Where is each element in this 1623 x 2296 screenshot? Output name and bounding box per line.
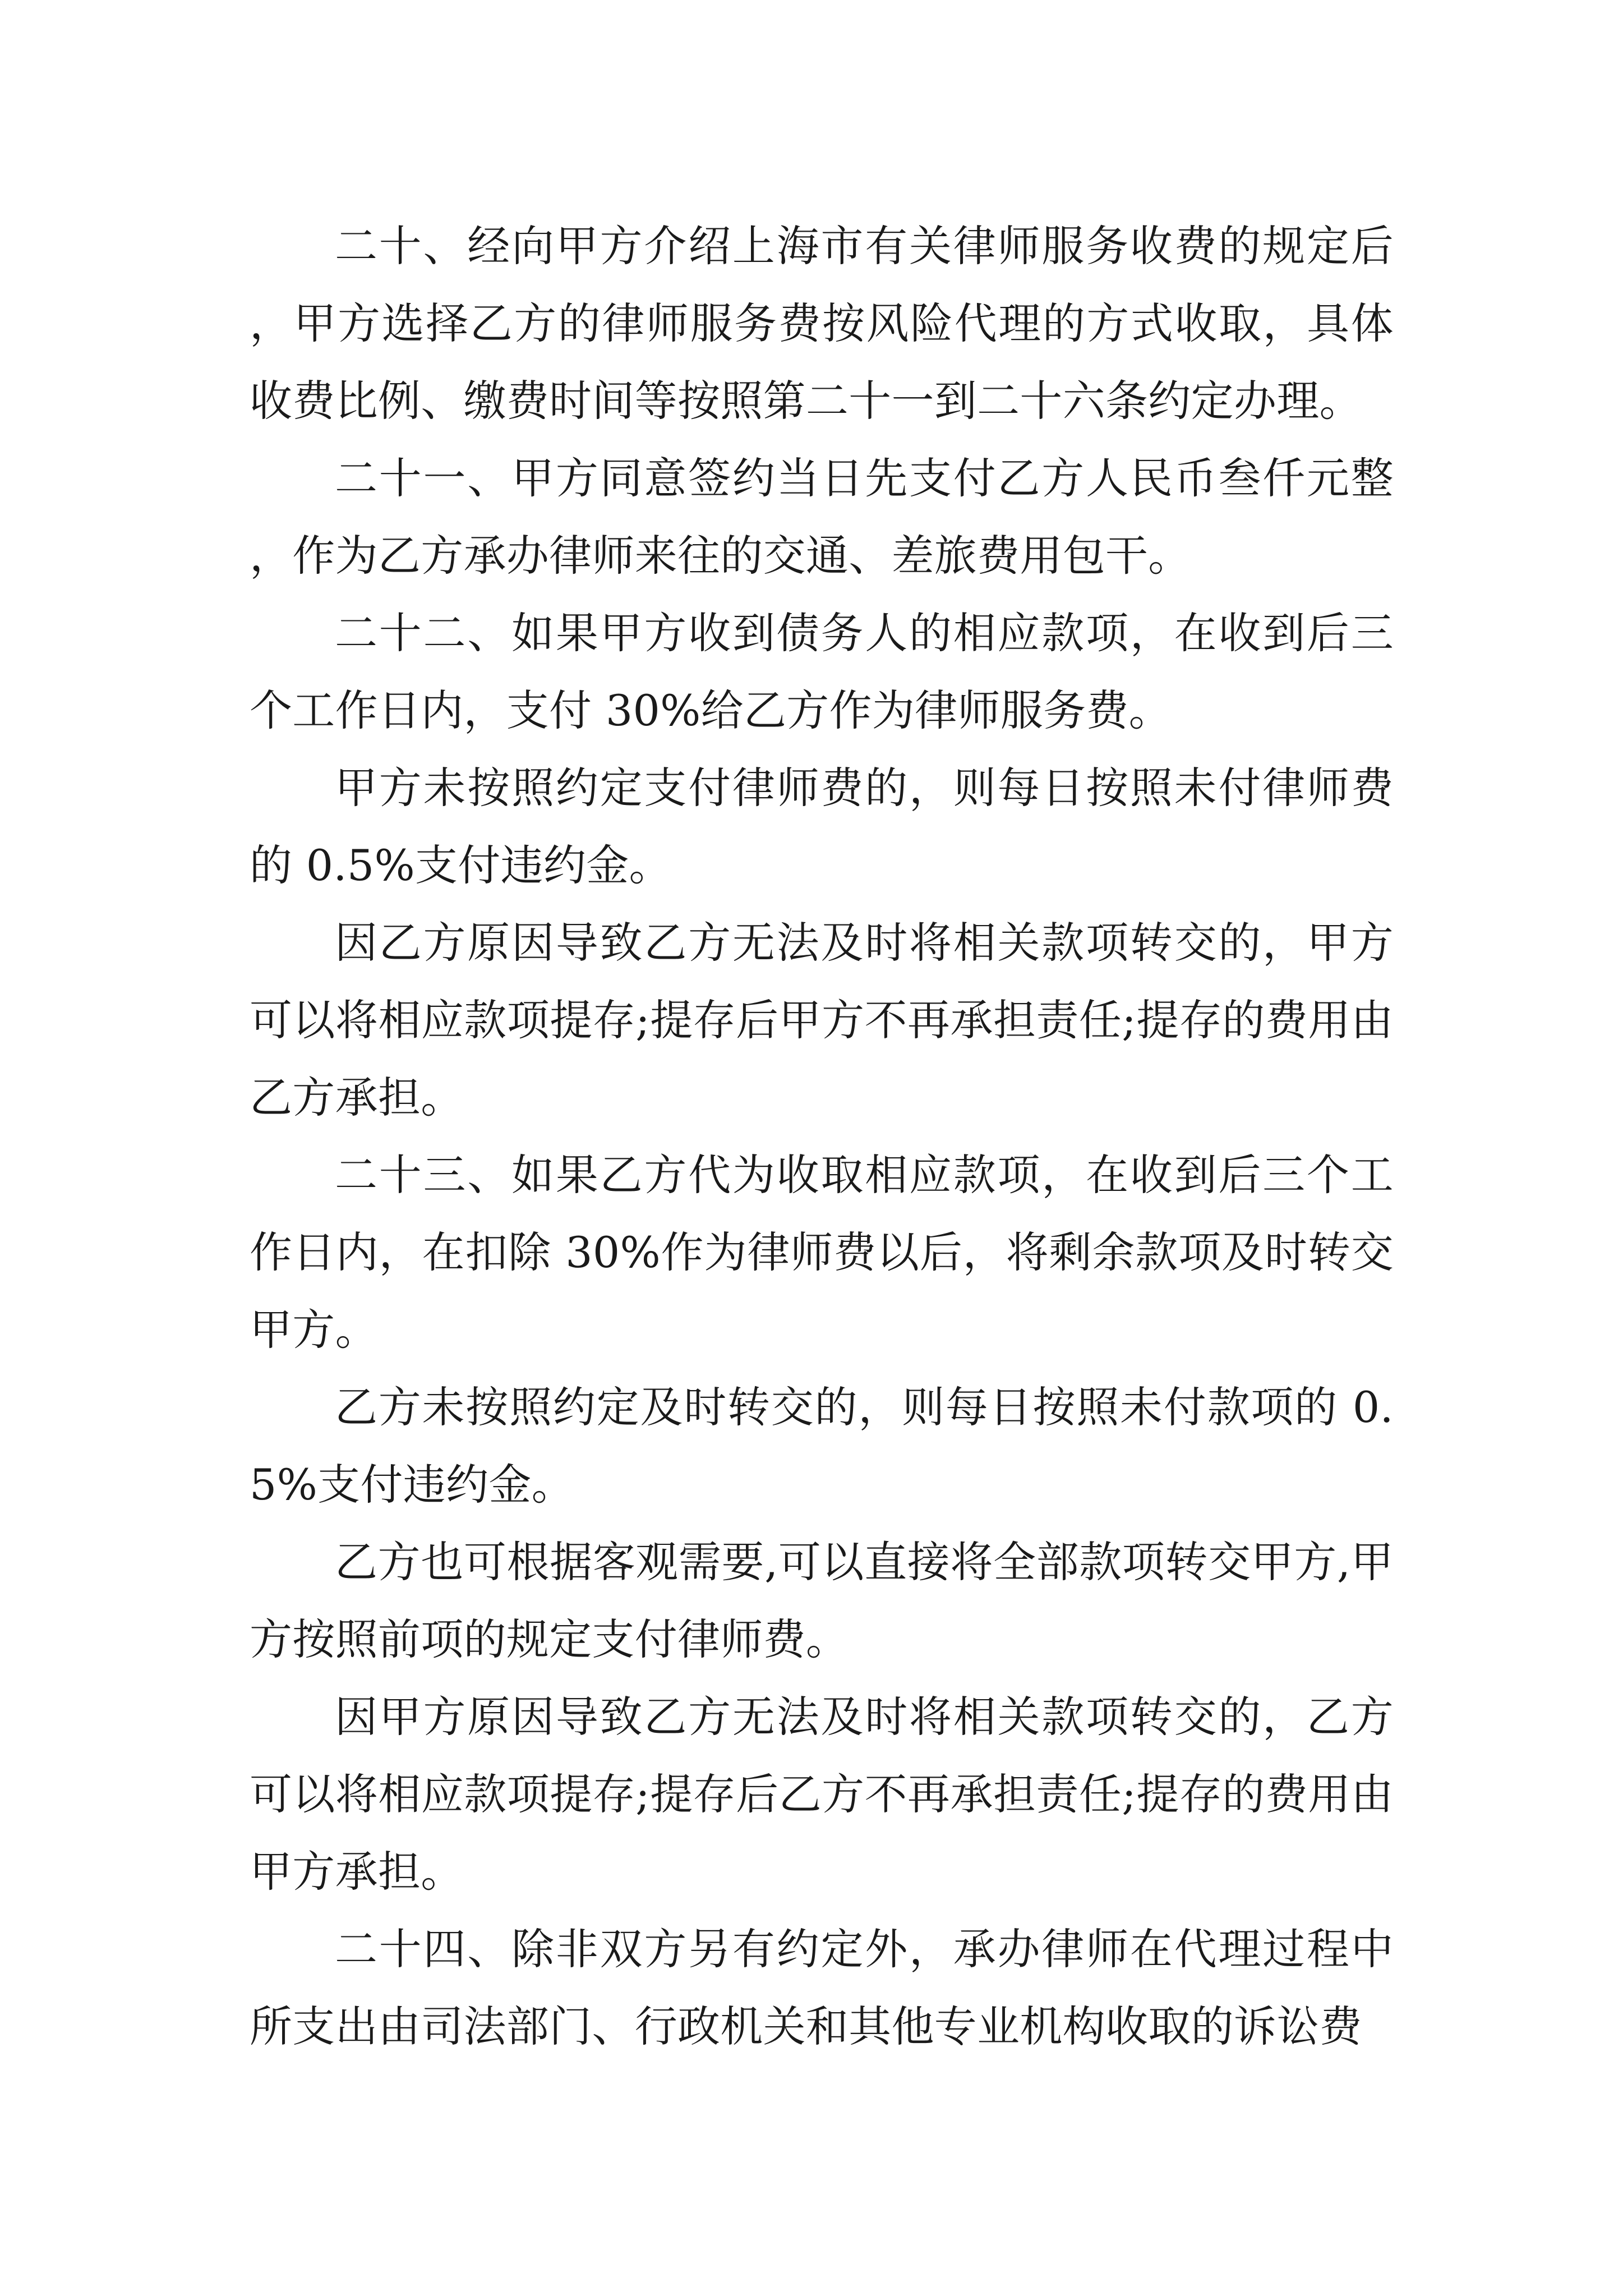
- paragraph-article-24: 二十四、除非双方另有约定外，承办律师在代理过程中所支出由司法部门、行政机关和其他专业机构收取的诉讼费: [250, 1924, 1394, 2051]
- paragraph-article-22: 二十二、如果甲方收到债务人的相应款项，在收到后三个工作日内，支付 30%给乙方作为律师服务费。: [250, 608, 1394, 735]
- contract-body: [250, 208, 1394, 2065]
- paragraph-article-23: 二十三、如果乙方代为收取相应款项，在收到后三个工作日内，在扣除 30%作为律师费以后，将剩余款项及时转交甲方。: [250, 1150, 1394, 1355]
- paragraph-article-20: 二十、经向甲方介绍上海市有关律师服务收费的规定后，甲方选择乙方的律师服务费按风险代理的方式收取，具体收费比例、缴费时间等按照第二十一到二十六条约定办理。: [250, 221, 1394, 426]
- paragraph-direct-transfer: 乙方也可根据客观需要,可以直接将全部款项转交甲方,甲方按照前项的规定支付律师费。: [250, 1537, 1394, 1664]
- paragraph-penalty-party-a: 甲方未按照约定支付律师费的，则每日按照未付律师费的 0.5%支付违约金。: [250, 763, 1394, 890]
- paragraph-deposit-party-b-cause: 因乙方原因导致乙方无法及时将相关款项转交的，甲方可以将相应款项提存;提存后甲方不再承担责任;提存的费用由乙方承担。: [250, 918, 1394, 1122]
- paragraph-article-21: 二十一、甲方同意签约当日先支付乙方人民币叁仟元整，作为乙方承办律师来往的交通、差旅费用包干。: [250, 453, 1394, 581]
- paragraph-deposit-party-a-cause: 因甲方原因导致乙方无法及时将相关款项转交的，乙方可以将相应款项提存;提存后乙方不再承担责任;提存的费用由甲方承担。: [250, 1692, 1394, 1897]
- paragraph-penalty-party-b: 乙方未按照约定及时转交的，则每日按照未付款项的 0.5%支付违约金。: [250, 1382, 1394, 1510]
